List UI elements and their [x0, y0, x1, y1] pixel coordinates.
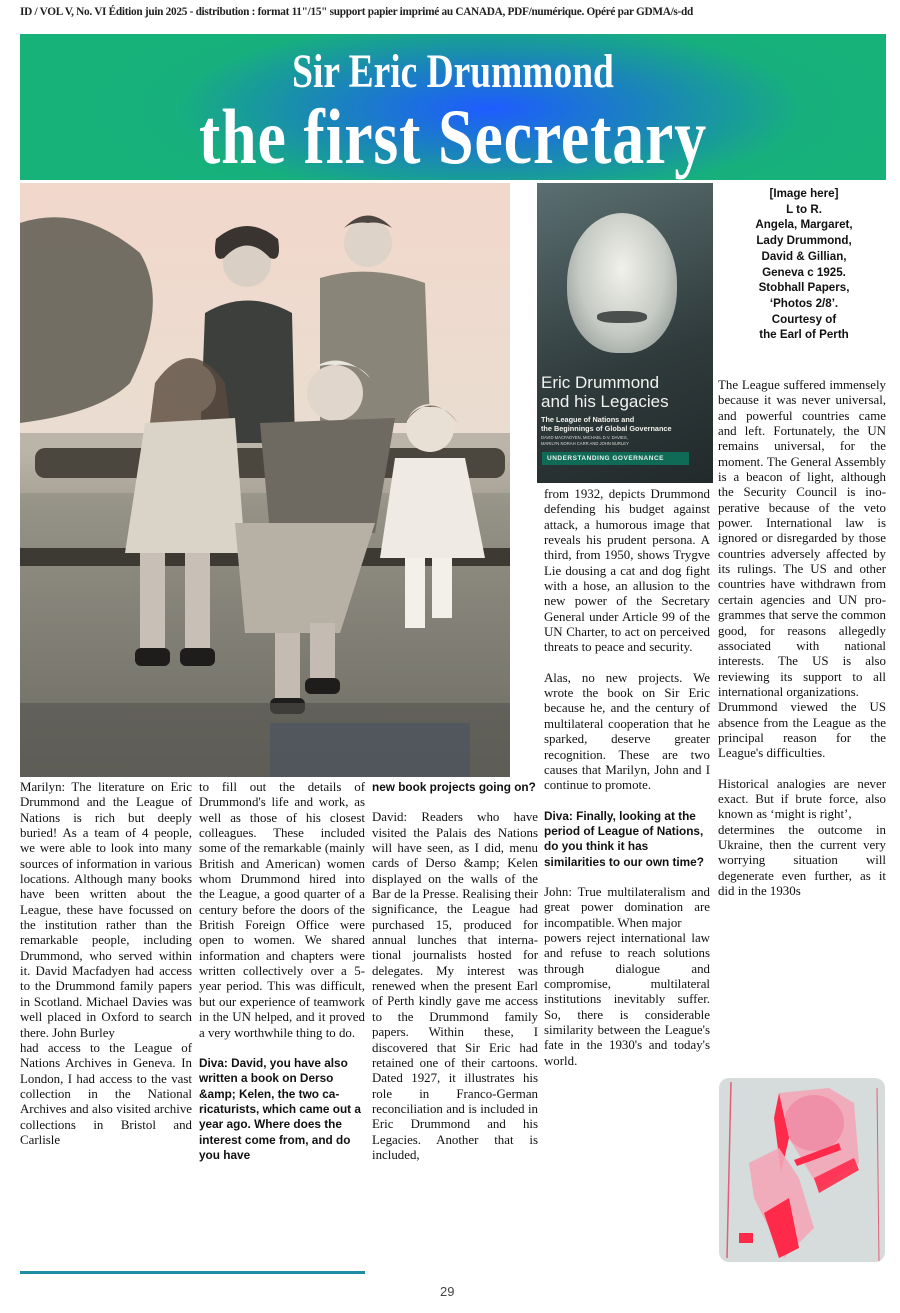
photo-caption — [718, 186, 890, 343]
article-column-3 — [372, 780, 538, 1163]
book-subtitle-line-2: the Beginnings of Global Governance — [541, 424, 672, 433]
caption-line: Angela, Margaret, — [755, 218, 853, 232]
book-cover-image — [537, 183, 713, 483]
paragraph: John: True multilateralism and great power domination are incompatible. When major — [544, 884, 710, 930]
paragraph: Drummond viewed the US absence from the League as the principal reason for the League's difficulties. — [718, 700, 886, 761]
book-series-label: UNDERSTANDING GOVERNANCE — [542, 452, 689, 465]
paragraph: powers reject international law and refuse to reach solutions through dialogue and compromise, multilateral institutions inevitably suffer. So, there is considerable similarity between the League's fate in the 1930's and today's world. — [544, 930, 710, 1068]
caption-line: ‘Photos 2/8’. — [769, 296, 839, 310]
book-authors-line-2: MARILYN NORAH CARR AND JOHN BURLEY — [541, 440, 629, 446]
caption-line: Lady Drummond, — [756, 234, 852, 248]
article-column-1 — [20, 780, 192, 1148]
book-title — [541, 373, 669, 411]
paragraph: The League suffered immensely because it was never universal, and powerful countries came and left. Fortunately, the UN remains universal, for the moment. The General Assembly is a beacon of light, although the Security Council is inoperative because of the veto power. International law is ignored or disregarded by those countries adversely affected by its rulings. The US and other countries have withdrawn from certain agencies and UN programmes that serve the common good, for reasons allegedly associated with national interests. The US is also reviewing its support to all international organizations. — [718, 378, 886, 699]
interview-question: Diva: Finally, looking at the period of League of Nations, do you think it has similarities to our own time? — [544, 808, 704, 869]
interview-question: new book projects going on? — [372, 780, 536, 794]
caption-line: David & Gillian, — [761, 249, 847, 263]
book-title-line-2: and his Legacies — [541, 392, 669, 411]
interview-question: Diva: David, you have also written a book on Derso &amp; Kelen, the two caricaturists, which came out a year ago. Where does the interest come from, and do you have — [199, 1055, 361, 1162]
family-photo — [20, 183, 510, 777]
article-column-2 — [199, 780, 365, 1163]
paragraph: Marilyn: The literature on Eric Drummond and the League of Nations is rich but deeply buried! As a team of 4 people, we were able to look into many sources of information in various locations. Although many books have been written about the League, these have focussed on the institution rather than the remarkable people, including Drummond, who served within it. David Macfadyen had access to the Drummond family papers in Scotland. Michael Davies was well placed in Oxford to search there. John Burley — [20, 780, 192, 1040]
caption-line: Courtesy of — [771, 312, 837, 326]
title-banner — [20, 34, 886, 180]
article-column-4 — [544, 487, 710, 1069]
book-subtitle — [541, 415, 672, 433]
masthead: ID / VOL V, No. VI Édition juin 2025 - distribution : format 11"/15" support papier imprimé au CANADA, PDF/numérique. Opéré par GDMA/s-dd — [20, 6, 693, 18]
caption-line: Stobhall Papers, — [758, 281, 850, 295]
title-line-1: Sir Eric Drummond — [292, 45, 614, 98]
building-plan-drawing — [719, 1078, 885, 1262]
paragraph: determines the outcome in Ukraine, then the current very worrying situation will degenerate even further, as it did in the 1930s — [718, 822, 886, 898]
book-subtitle-line-1: The League of Nations and — [541, 415, 635, 424]
paragraph: had access to the League of Nations Archives in Geneva. In London, I had access to the vast collection in the National Archives and also visited archive collections in Bristol and Carlisle — [20, 1040, 192, 1147]
family-photo-illustration — [20, 183, 510, 777]
paragraph: David: Readers who have visited the Palais des Nations will have seen, as I did, menu cards of Derso &amp; Kelen displayed on the walls of the Bar de la Presse. Realising their significance, the League had purchased 15, produced for annual lunches that international journalists hosted for delegates. My interest was renewed when the present Earl of Perth kindly gave me access to the Drummond family papers. Within these, I discovered that Sir Eric had retained one of their cartoons. Dated 1927, it illustrates his role in Franco-German reconciliation and is included in Eric Drummond and his Legacies. Another that is included, — [372, 810, 538, 1162]
paragraph: Alas, no new projects. We wrote the book on Sir Eric because he, and the century of multilateral cooperation that he sparked, deserve greater recognition. These are two causes that Marilyn, John and I continue to promote. — [544, 670, 710, 793]
portrait-mustache — [597, 311, 647, 323]
paragraph: to fill out the details of Drummond's life and work, as well as those of his closest colleagues. These included some of the remarkable (mainly British and American) women whom Drummond hired into the League, a good quarter of a century before the doors of the British Foreign Office were open to women. We shared information and chapters were written collectively over a 5-year period. This was difficult, but our experience of teamwork in the UN helped, and it proved a very worthwhile thing to do. — [199, 780, 365, 1040]
caption-line: Geneva c 1925. — [762, 265, 846, 279]
title-line-2: the first Secretary — [198, 93, 708, 180]
portrait-face — [567, 213, 677, 353]
caption-line: [Image here] — [769, 187, 839, 200]
book-authors — [541, 435, 629, 446]
architectural-sketch-image — [719, 1078, 885, 1262]
caption-line: the Earl of Perth — [759, 328, 849, 342]
book-authors-line-1: DAVID MACFADYEN, MICHAEL D.V. DAVIES, — [541, 435, 628, 440]
caption-line: L to R. — [786, 202, 822, 216]
book-title-line-1: Eric Drummond — [541, 373, 660, 392]
paragraph: Historical analogies are never exact. But if brute force, also known as ‘might is right’, — [718, 776, 886, 822]
column-divider-rule — [20, 1271, 365, 1274]
paragraph: from 1932, depicts Drummond defending his budget against attack, a humorous image that reveals his prudent persona. A third, from 1950, shows Trygve Lie dousing a cat and dog fight with a hose, an allusion to the new power of the Secretary General under Article 99 of the UN Charter, to act on perceived threats to peace and security. — [544, 487, 710, 655]
article-column-5 — [718, 378, 886, 899]
page-number: 29 — [440, 1284, 455, 1299]
